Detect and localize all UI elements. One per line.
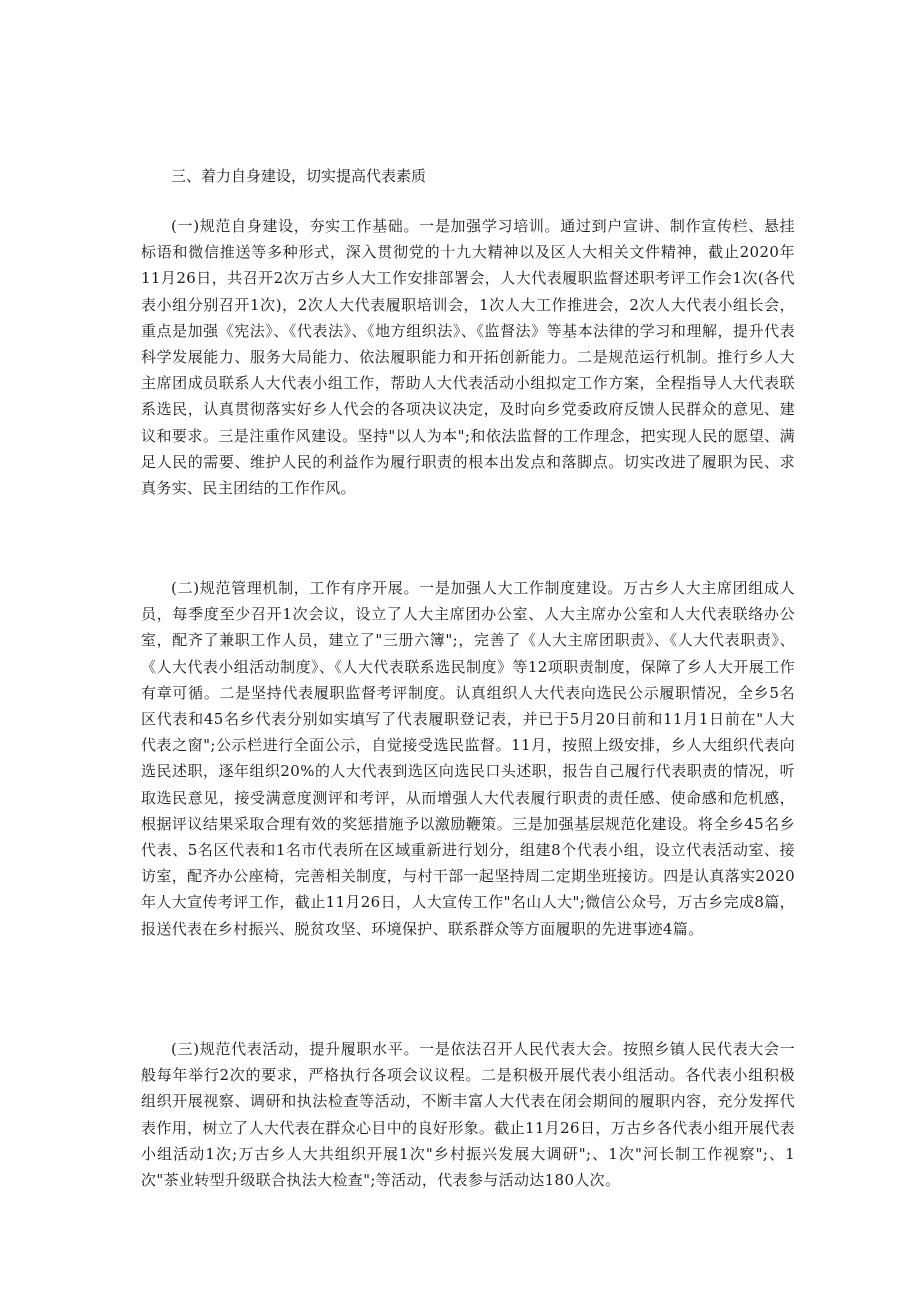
paragraph-management-mechanism: (二)规范管理机制，工作有序开展。一是加强人大工作制度建设。万古乡人大主席团组成人员，每季度至少召开1次会议，设立了人大主席团办公室、人大主席办公室和人大代表联络办公室，配齐了兼职工作人员，建立了"三册六簿";，完善了《人大主席团职责》、《人大代表职责》、《人大代表小组活动制度》、《人大代表联系选民制度》等12项职责制度，保障了乡人大开展工作有章可循。二是坚持代表履职监督考评制度。认真组织人大代表向选民公示履职情况，全乡5名区代表和45名乡代表分别如实填写了代表履职登记表，并已于5月20日前和11月1日前在"人大代表之窗";公示栏进行全面公示，自觉接受选民监督。11月，按照上级安排，乡人大组织代表向选民述职，逐年组织20%的人大代表到选区向选民口头述职，报告自己履行代表职责的情况，听取选民意见，接受满意度测评和考评，从而增强人大代表履行职责的责任感、使命感和危机感，根据评议结果采取合理有效的奖惩措施予以激励鞭策。三是加强基层规范化建设。将全乡45名乡代表、5名区代表和1名市代表所在区域重新进行划分，组建8个代表小组，设立代表活动室、接访室，配齐办公座椅，完善相关制度，与村干部一起坚持周二定期坐班接访。四是认真落实2020年人大宣传考评工作，截止11月26日，人大宣传工作"名山人大";微信公众号，万古乡完成8篇，报送代表在乡村振兴、脱贫攻坚、环境保护、联系群众等方面履职的先进事迹4篇。 bbox=[141, 579, 795, 938]
section-heading: 三、着力自身建设，切实提高代表素质 bbox=[171, 167, 427, 185]
paragraph-self-building: (一)规范自身建设，夯实工作基础。一是加强学习培训。通过到户宣讲、制作宣传栏、悬挂标语和微信推送等多种形式，深入贯彻党的十九大精神以及区人大相关文件精神，截止2020年11月26日，共召开2次万古乡人大工作安排部署会，人大代表履职监督述职考评工作会1次(各代表小组分别召开1次)，2次人大代表履职培训会，1次人大工作推进会，2次人大代表小组长会，重点是加强《宪法》、《代表法》、《地方组织法》、《监督法》等基本法律的学习和理解，提升代表科学发展能力、服务大局能力、依法履职能力和开拓创新能力。二是规范运行机制。推行乡人大主席团成员联系人大代表小组工作，帮助人大代表活动小组拟定工作方案，全程指导人大代表联系选民，认真贯彻落实好乡人代会的各项决议决定，及时向乡党委政府反馈人民群众的意见、建议和要求。三是注重作风建设。坚持"以人为本";和依法监督的工作理念，把实现人民的愿望、满足人民的需要、维护人民的利益作为履行职责的根本出发点和落脚点。切实改进了履职为民、求真务实、民主团结的工作作风。 bbox=[141, 217, 795, 498]
paragraph-representative-activities: (三)规范代表活动，提升履职水平。一是依法召开人民代表大会。按照乡镇人民代表大会一般每年举行2次的要求，严格执行各项会议议程。二是积极开展代表小组活动。各代表小组积极组织开展视察、调研和执法检查等活动，不断丰富人大代表在闭会期间的履职内容，充分发挥代表作用，树立了人大代表在群众心目中的良好形象。截止11月26日，万古乡各代表小组开展代表小组活动1次;万古乡人大共组织开展1次"乡村振兴发展大调研";、1次"河长制工作视察";、1次"茶业转型升级联合执法大检查";等活动，代表参与活动达180人次。 bbox=[141, 1040, 795, 1190]
